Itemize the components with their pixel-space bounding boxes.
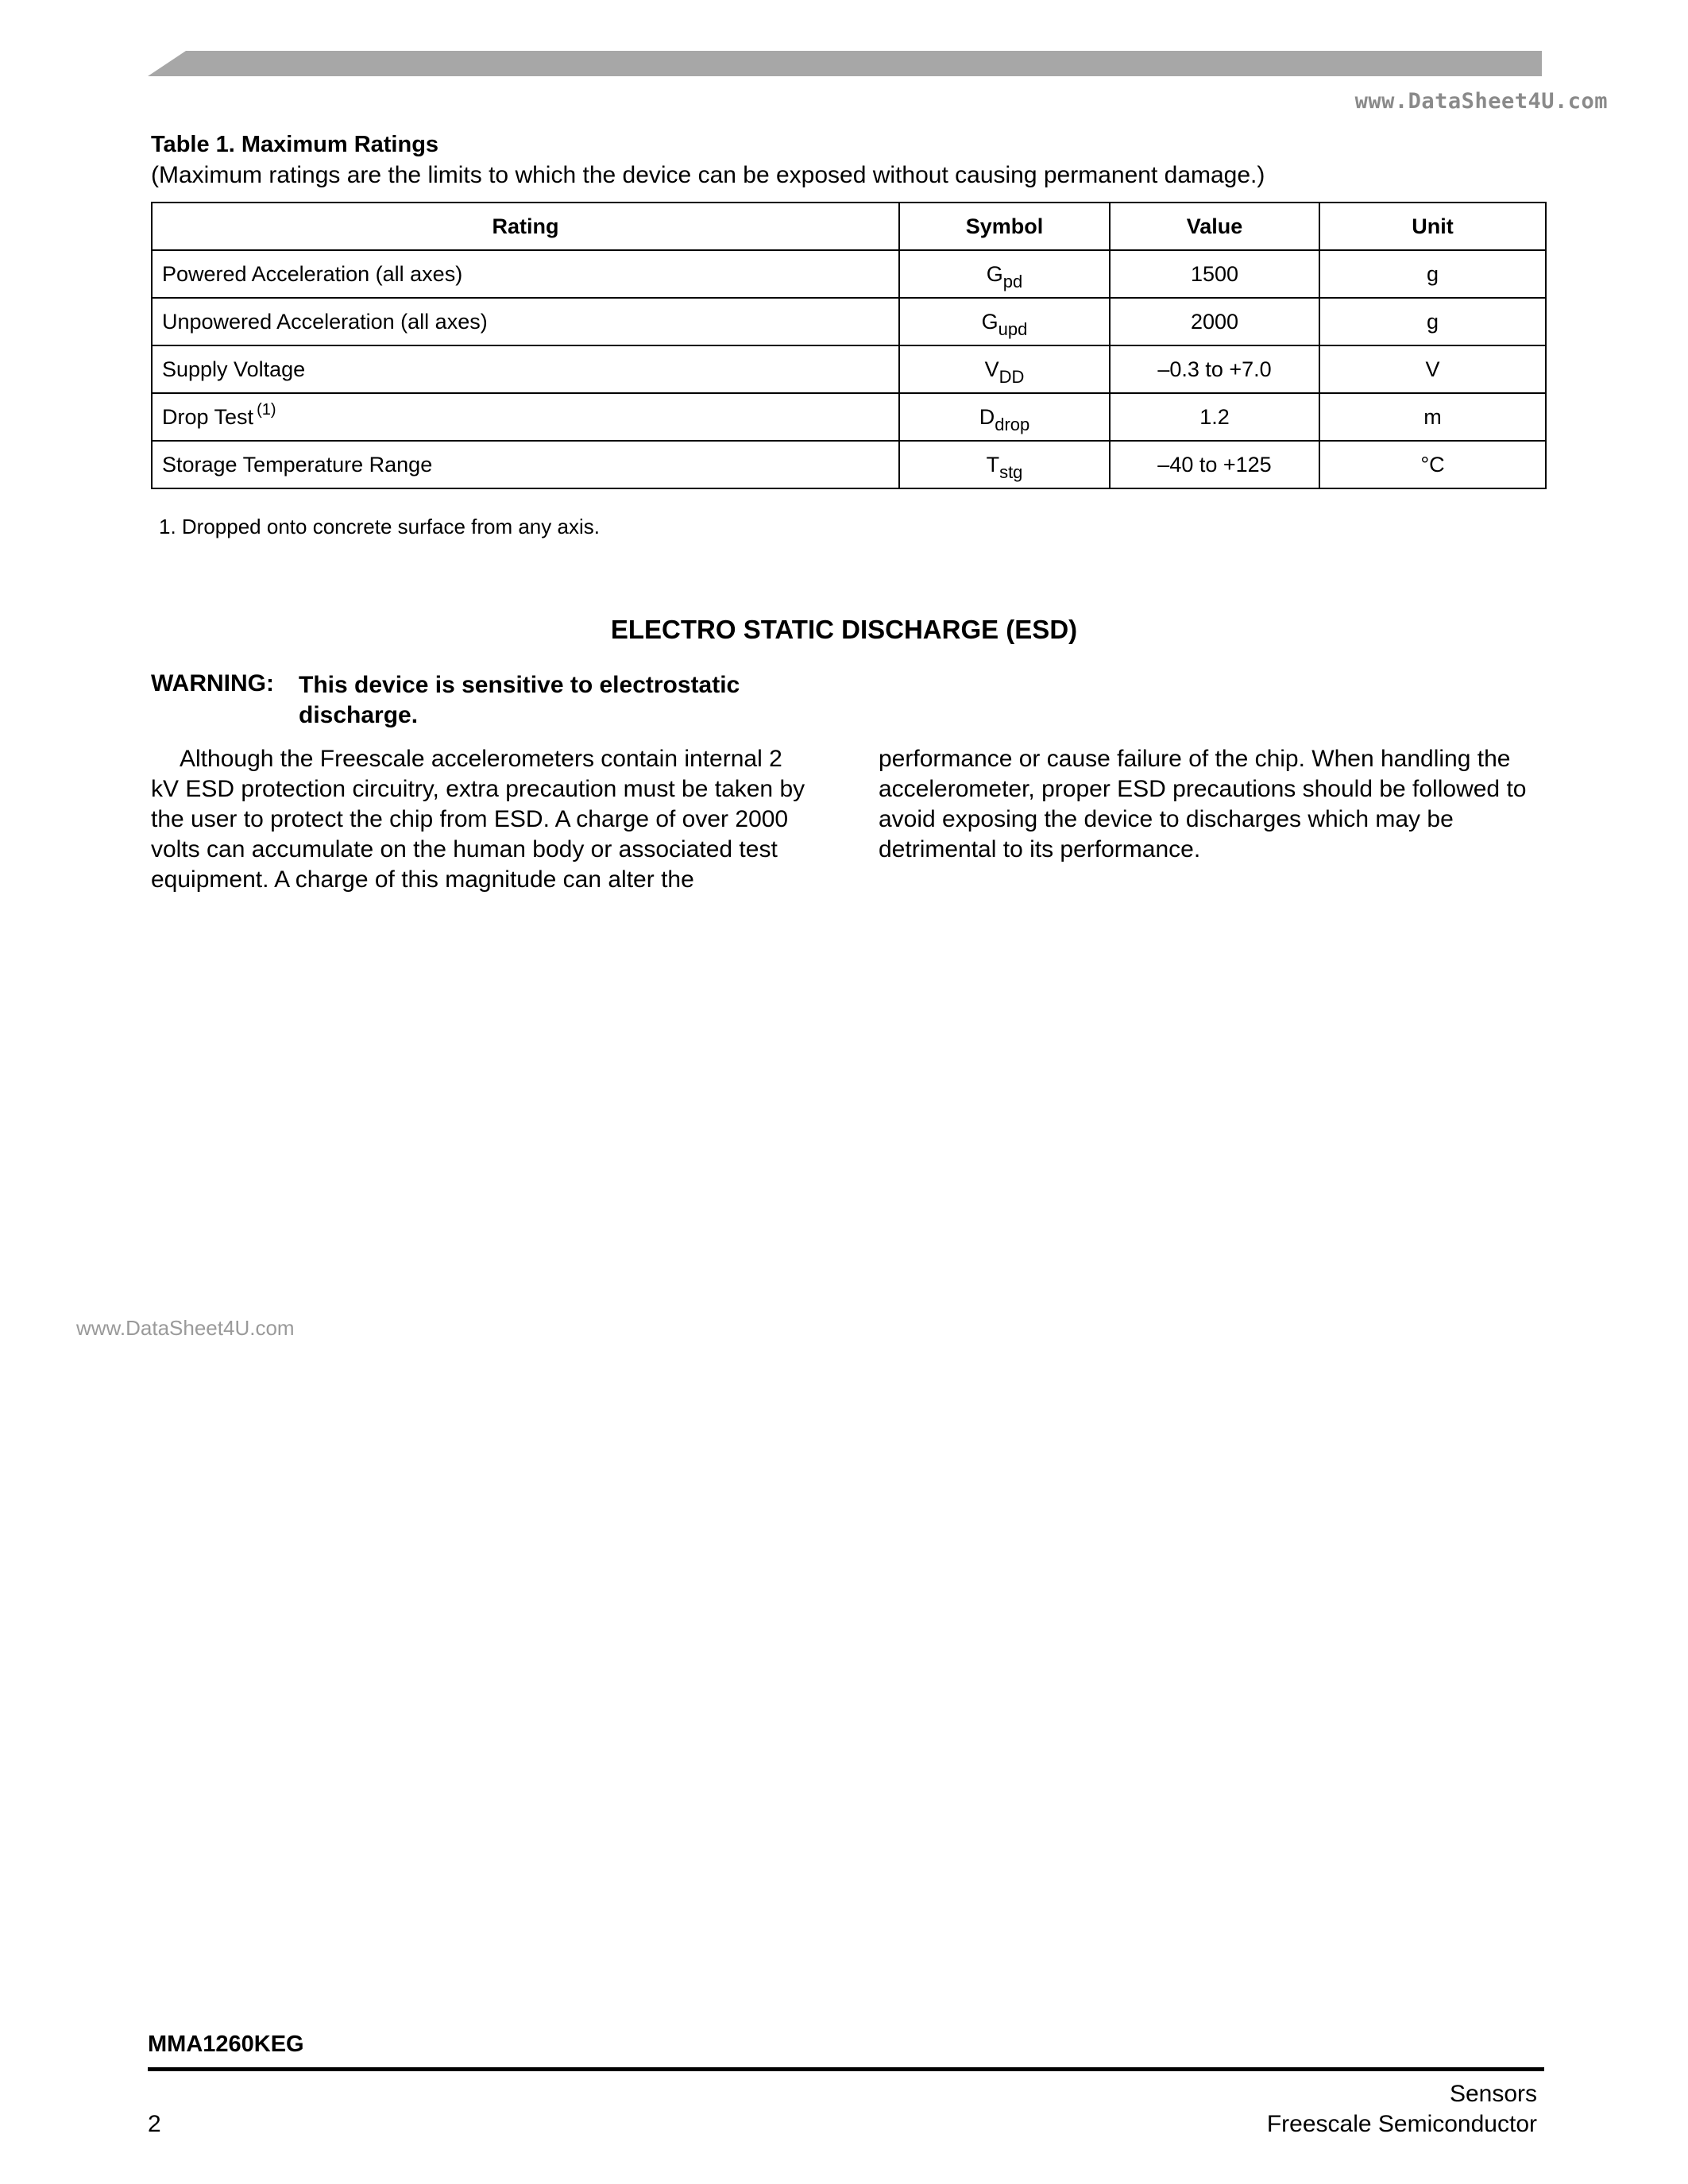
footnote-ref[interactable]: (1) (257, 400, 276, 419)
symbol-base: T (986, 452, 1000, 477)
unit-cell: m (1319, 393, 1546, 441)
symbol-base: D (979, 404, 995, 429)
symbol-base: V (984, 357, 999, 381)
rating-text: Drop Test (162, 404, 254, 429)
symbol-subscript: drop (995, 414, 1030, 434)
rating-cell (152, 393, 899, 441)
symbol-cell (899, 393, 1110, 441)
symbol-base: G (986, 261, 1003, 286)
value-cell: –0.3 to +7.0 (1110, 345, 1319, 393)
unit-cell: °C (1319, 441, 1546, 488)
unit-cell: g (1319, 298, 1546, 345)
table-title: Table 1. Maximum Ratings (151, 132, 439, 157)
footer-company: Freescale Semiconductor (1266, 2111, 1537, 2137)
table-row (152, 298, 1546, 345)
symbol-cell (899, 298, 1110, 345)
symbol-cell (899, 345, 1110, 393)
table-row (152, 441, 1546, 488)
max-ratings-table (151, 202, 1547, 489)
rating-cell: Unpowered Acceleration (all axes) (152, 298, 899, 345)
rating-cell: Supply Voltage (152, 345, 899, 393)
footer-rule (148, 2067, 1544, 2071)
value-cell: –40 to +125 (1110, 441, 1319, 488)
table-subtitle: (Maximum ratings are the limits to which the device can be exposed without causing permanent damage.) (151, 162, 1265, 188)
warning-text: This device is sensitive to electrostatic discharge. (299, 672, 740, 728)
watermark-top[interactable]: www.DataSheet4U.com (1354, 89, 1608, 114)
symbol-subscript: stg (999, 461, 1023, 482)
warning-label: WARNING: (151, 670, 274, 696)
symbol-cell (899, 250, 1110, 298)
table-row (152, 250, 1546, 298)
value-cell: 2000 (1110, 298, 1319, 345)
header-bar (148, 51, 1542, 76)
watermark-mid[interactable]: www.DataSheet4U.com (76, 1316, 295, 1340)
unit-cell: V (1319, 345, 1546, 393)
esd-heading: ELECTRO STATIC DISCHARGE (ESD) (610, 615, 1078, 644)
value-cell: 1.2 (1110, 393, 1319, 441)
esd-paragraph-right: performance or cause failure of the chip. When handling the accelerometer, proper ESD precautions should be followed to avoid exposing the device to discharges which may be detrimental to its performance. (879, 746, 1527, 862)
symbol-cell (899, 441, 1110, 488)
page-number: 2 (148, 2111, 161, 2137)
rating-cell: Storage Temperature Range (152, 441, 899, 488)
footer-category: Sensors (1449, 2081, 1537, 2107)
table-footnote: 1. Dropped onto concrete surface from any axis. (159, 515, 600, 538)
footer-part-number: MMA1260KEG (148, 2032, 304, 2057)
table-row (152, 345, 1546, 393)
table-header-row (152, 203, 1546, 250)
header-symbol: Symbol (899, 203, 1110, 250)
rating-cell: Powered Acceleration (all axes) (152, 250, 899, 298)
symbol-subscript: DD (999, 366, 1025, 387)
symbol-subscript: pd (1002, 271, 1023, 291)
unit-cell: g (1319, 250, 1546, 298)
header-unit: Unit (1319, 203, 1546, 250)
table-row (152, 393, 1546, 441)
header-rating: Rating (152, 203, 899, 250)
symbol-base: G (981, 309, 999, 334)
header-value: Value (1110, 203, 1319, 250)
symbol-subscript: upd (998, 318, 1028, 339)
value-cell: 1500 (1110, 250, 1319, 298)
esd-paragraph-left: Although the Freescale accelerometers contain internal 2 kV ESD protection circuitry, extra precaution must be taken by the user to protect the chip from ESD. A charge of over 2000 volts can accumulate on the human body or associated test equipment. A charge of this magnitude can alter the (151, 746, 805, 893)
